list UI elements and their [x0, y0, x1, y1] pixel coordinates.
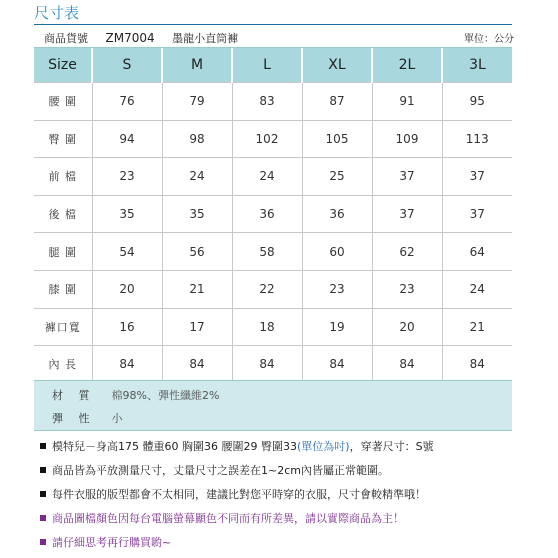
table-cell: 64 [442, 233, 512, 271]
size-header-row [34, 48, 512, 83]
note-think [40, 534, 171, 550]
table-row [34, 158, 512, 196]
header-s: S [92, 48, 162, 83]
elastic-value: 小 [111, 412, 123, 425]
table-cell: 23 [92, 158, 162, 196]
row-label: 內 長 [34, 346, 92, 384]
table-cell: 84 [302, 346, 372, 384]
product-info [44, 30, 252, 46]
table-row [34, 308, 512, 346]
table-cell: 36 [302, 195, 372, 233]
note-fit [40, 486, 426, 502]
table-cell: 98 [162, 120, 232, 158]
table-cell: 24 [162, 158, 232, 196]
table-row [34, 120, 512, 158]
product-code: ZM7004 [105, 31, 155, 45]
table-cell: 36 [232, 195, 302, 233]
table-cell: 17 [162, 308, 232, 346]
table-row [34, 195, 512, 233]
header-m: M [162, 48, 232, 83]
table-row [34, 233, 512, 271]
table-cell: 94 [92, 120, 162, 158]
note-model-unit: (單位為吋) [296, 440, 350, 453]
bullet-icon [40, 443, 46, 449]
page-title: 尺寸表 [34, 4, 80, 22]
table-cell: 105 [302, 120, 372, 158]
header-l: L [232, 48, 302, 83]
table-cell: 102 [232, 120, 302, 158]
table-cell: 109 [372, 120, 442, 158]
header-size: Size [34, 48, 92, 83]
note-think-text: 請仔細思考再行購買喲~ [52, 536, 172, 549]
table-cell: 87 [302, 83, 372, 121]
table-cell: 83 [232, 83, 302, 121]
table-row [34, 270, 512, 308]
table-cell: 19 [302, 308, 372, 346]
elastic-row [52, 410, 123, 426]
table-cell: 20 [92, 270, 162, 308]
table-cell: 21 [162, 270, 232, 308]
table-cell: 76 [92, 83, 162, 121]
table-cell: 84 [92, 346, 162, 384]
table-cell: 23 [302, 270, 372, 308]
table-cell: 16 [92, 308, 162, 346]
product-label: 商品貨號 [44, 32, 88, 45]
note-fit-text: 每件衣服的版型都會不太相同，建議比對您平時穿的衣服，尺寸會較精準哦！ [52, 488, 426, 501]
table-cell: 84 [442, 346, 512, 384]
table-cell: 91 [372, 83, 442, 121]
table-cell: 113 [442, 120, 512, 158]
table-cell: 84 [232, 346, 302, 384]
table-cell: 24 [232, 158, 302, 196]
header-2l: 2L [372, 48, 442, 83]
table-cell: 37 [372, 195, 442, 233]
note-measure [40, 462, 389, 478]
material-label: 材 質 [52, 389, 96, 402]
table-cell: 23 [372, 270, 442, 308]
table-cell: 24 [442, 270, 512, 308]
bullet-icon [40, 467, 46, 473]
size-table [34, 48, 512, 384]
table-cell: 37 [442, 158, 512, 196]
table-cell: 35 [162, 195, 232, 233]
row-label: 膝 圍 [34, 270, 92, 308]
table-cell: 95 [442, 83, 512, 121]
table-cell: 84 [162, 346, 232, 384]
material-value: 棉98%、彈性纖維2% [111, 389, 220, 402]
table-cell: 62 [372, 233, 442, 271]
row-label: 腰 圍 [34, 83, 92, 121]
table-cell: 21 [442, 308, 512, 346]
note-color-text: 商品圖檔顏色因每台電腦螢幕顯色不同而有所差異，請以實際商品為主！ [52, 512, 404, 525]
table-cell: 84 [372, 346, 442, 384]
table-cell: 35 [92, 195, 162, 233]
row-label: 褲口寬 [34, 308, 92, 346]
bullet-icon [40, 491, 46, 497]
note-measure-text: 商品皆為平放測量尺寸，丈量尺寸之誤差在1~2cm內皆屬正常範圍。 [52, 464, 389, 477]
material-row [52, 387, 219, 403]
title-divider [34, 24, 512, 25]
row-label: 後 檔 [34, 195, 92, 233]
table-cell: 56 [162, 233, 232, 271]
unit-label: 單位：公分 [464, 34, 514, 45]
row-label: 腿 圍 [34, 233, 92, 271]
bullet-icon [40, 539, 46, 545]
table-cell: 54 [92, 233, 162, 271]
header-xl: XL [302, 48, 372, 83]
table-cell: 37 [442, 195, 512, 233]
table-cell: 79 [162, 83, 232, 121]
header-3l: 3L [442, 48, 512, 83]
note-model-size: ，穿著尺寸：S號 [349, 440, 434, 453]
note-color [40, 510, 404, 526]
elastic-label: 彈 性 [52, 412, 96, 425]
row-label: 前 檔 [34, 158, 92, 196]
table-cell: 22 [232, 270, 302, 308]
product-name: 墨龍小直筒褲 [172, 32, 239, 45]
note-model-text: 模特兒－身高175 體重60 胸圍36 腰圍29 臀圍33 [52, 440, 297, 453]
row-label: 臀 圍 [34, 120, 92, 158]
table-cell: 60 [302, 233, 372, 271]
table-cell: 18 [232, 308, 302, 346]
table-row [34, 83, 512, 121]
table-row [34, 346, 512, 384]
bullet-icon [40, 515, 46, 521]
material-panel [34, 380, 512, 431]
table-cell: 37 [372, 158, 442, 196]
note-model [40, 438, 434, 454]
table-cell: 25 [302, 158, 372, 196]
table-cell: 58 [232, 233, 302, 271]
table-cell: 20 [372, 308, 442, 346]
